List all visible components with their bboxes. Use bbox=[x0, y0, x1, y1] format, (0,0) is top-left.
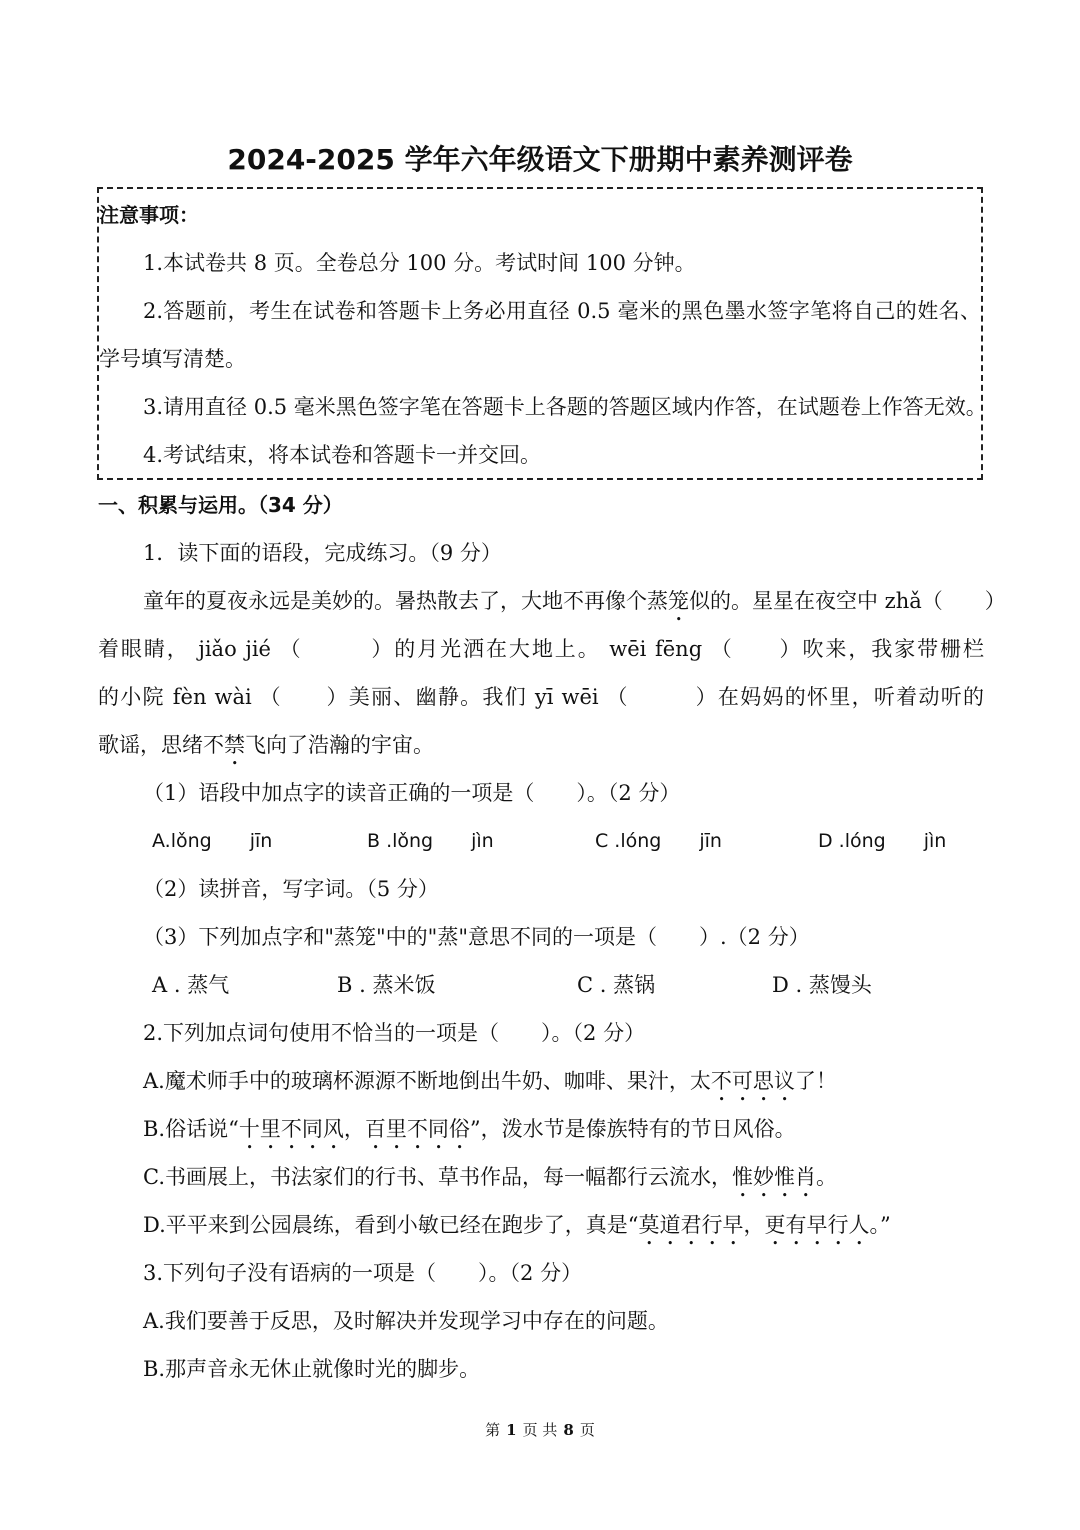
q2-option-a bbox=[98, 1057, 984, 1105]
notice-box bbox=[97, 187, 987, 480]
exam-content bbox=[98, 481, 1006, 1393]
q2-option-d bbox=[98, 1201, 984, 1249]
passage-text: 歌谣，思绪不 bbox=[98, 733, 224, 757]
option-text: C.书画展上，书法家们的行书、草书作品，每一幅都行云流水， bbox=[143, 1165, 732, 1189]
q3-stem: 3.下列句子没有语病的一项是（ ）。（2 分） bbox=[143, 1261, 583, 1285]
notice-heading: 注意事项： bbox=[99, 203, 199, 227]
exam-title: 2024-2025 学年六年级语文下册期中素养测评卷 bbox=[227, 143, 853, 176]
option-d: D .lóng jìn bbox=[818, 830, 947, 852]
option-text: 。 bbox=[816, 1165, 837, 1189]
option-c: C .lóng jīn bbox=[595, 830, 722, 852]
notice-line-2: 2.答题前，考生在试卷和答题卡上务必用直径 0.5 毫米的黑色墨水签字笔将自己的姓名、 bbox=[143, 299, 981, 323]
dotted-phrase: 不可思议 bbox=[710, 1069, 795, 1093]
option-text: 了！ bbox=[794, 1069, 837, 1093]
dotted-phrase: 莫道君行早，更有早行人 bbox=[638, 1213, 870, 1237]
option-a: A.lǒng jīn bbox=[152, 830, 273, 852]
option-b: B . 蒸米饭 bbox=[337, 973, 436, 997]
page-footer bbox=[0, 1418, 1080, 1442]
option-c: C . 蒸锅 bbox=[577, 973, 656, 997]
q3-option-a: A.我们要善于反思，及时解决并发现学习中存在的问题。 bbox=[143, 1309, 669, 1333]
page-number: 1 bbox=[506, 1421, 517, 1439]
option-text: D.平平来到公园晨练，看到小敏已经在跑步了，真是“ bbox=[143, 1213, 639, 1237]
notice-line-1: 1.本试卷共 8 页。全卷总分 100 分。考试时间 100 分钟。 bbox=[143, 251, 696, 275]
q2-option-b bbox=[98, 1105, 984, 1153]
passage-text: 飞向了浩瀚的宇宙。 bbox=[245, 733, 434, 757]
page-total: 8 bbox=[563, 1421, 574, 1439]
passage-text: 童年的夏夜永远是美妙的。暑热散去了，大地不再像个蒸 bbox=[143, 589, 668, 613]
q3-option-b: B.那声音永无休止就像时光的脚步。 bbox=[143, 1357, 481, 1381]
passage-line-3: 的小院 fèn wài （ ）美丽、幽静。我们 yī wēi （ ）在妈妈的怀里，听着动听的 bbox=[98, 685, 984, 709]
footer-prefix: 第 bbox=[485, 1421, 501, 1439]
footer-suffix: 页 bbox=[579, 1421, 595, 1439]
notice-line-4: 4.考试结束，将本试卷和答题卡一并交回。 bbox=[143, 443, 542, 467]
q2-option-c bbox=[98, 1153, 984, 1201]
option-text: ”，泼水节是傣族特有的节日风俗。 bbox=[469, 1117, 796, 1141]
passage-line-4 bbox=[98, 721, 984, 769]
notice-line-3: 3.请用直径 0.5 毫米黑色签字笔在答题卡上各题的答题区域内作答，在试题卷上作答无效。 bbox=[143, 395, 987, 419]
q1-sub2-stem: （2）读拼音，写字词。（5 分） bbox=[143, 877, 439, 901]
option-text: B.俗话说“ bbox=[143, 1117, 239, 1141]
option-a: A . 蒸气 bbox=[152, 973, 230, 997]
dotted-char: 禁 bbox=[224, 733, 245, 757]
q1-sub3-stem: （3）下列加点字和"蒸笼"中的"蒸"意思不同的一项是（ ）.（2 分） bbox=[143, 925, 810, 949]
dotted-phrase: 十里不同风，百里不同俗 bbox=[238, 1117, 470, 1141]
section-heading: 一、积累与运用。（34 分） bbox=[98, 493, 343, 517]
option-text: A.魔术师手中的玻璃杯源源不断地倒出牛奶、咖啡、果汁，太 bbox=[143, 1069, 711, 1093]
passage-line-1 bbox=[98, 577, 1006, 625]
dotted-char: 笼 bbox=[668, 589, 689, 613]
passage-line-2: 着眼睛， jiǎo jié （ ）的月光洒在大地上。 wēi fēng （ ）吹来，我家带栅栏 bbox=[98, 637, 984, 661]
dotted-phrase: 惟妙惟肖 bbox=[732, 1165, 816, 1189]
option-d: D . 蒸馒头 bbox=[772, 973, 872, 997]
q1-sub1-options bbox=[98, 817, 984, 865]
passage-text: 似的。星星在夜空中 zhǎ（ ） bbox=[689, 589, 1006, 613]
q1-stem: 1．读下面的语段，完成练习。（9 分） bbox=[143, 541, 502, 565]
option-b: B .lǒng jìn bbox=[367, 830, 494, 852]
footer-mid: 页 共 bbox=[522, 1421, 558, 1439]
notice-line-2-cont: 学号填写清楚。 bbox=[99, 347, 246, 371]
q1-sub1-stem: （1）语段中加点字的读音正确的一项是（ ）。（2 分） bbox=[143, 781, 681, 805]
q2-stem: 2.下列加点词句使用不恰当的一项是（ ）。（2 分） bbox=[143, 1021, 646, 1045]
option-text: 。” bbox=[869, 1213, 891, 1237]
q1-sub3-options bbox=[98, 961, 984, 1009]
